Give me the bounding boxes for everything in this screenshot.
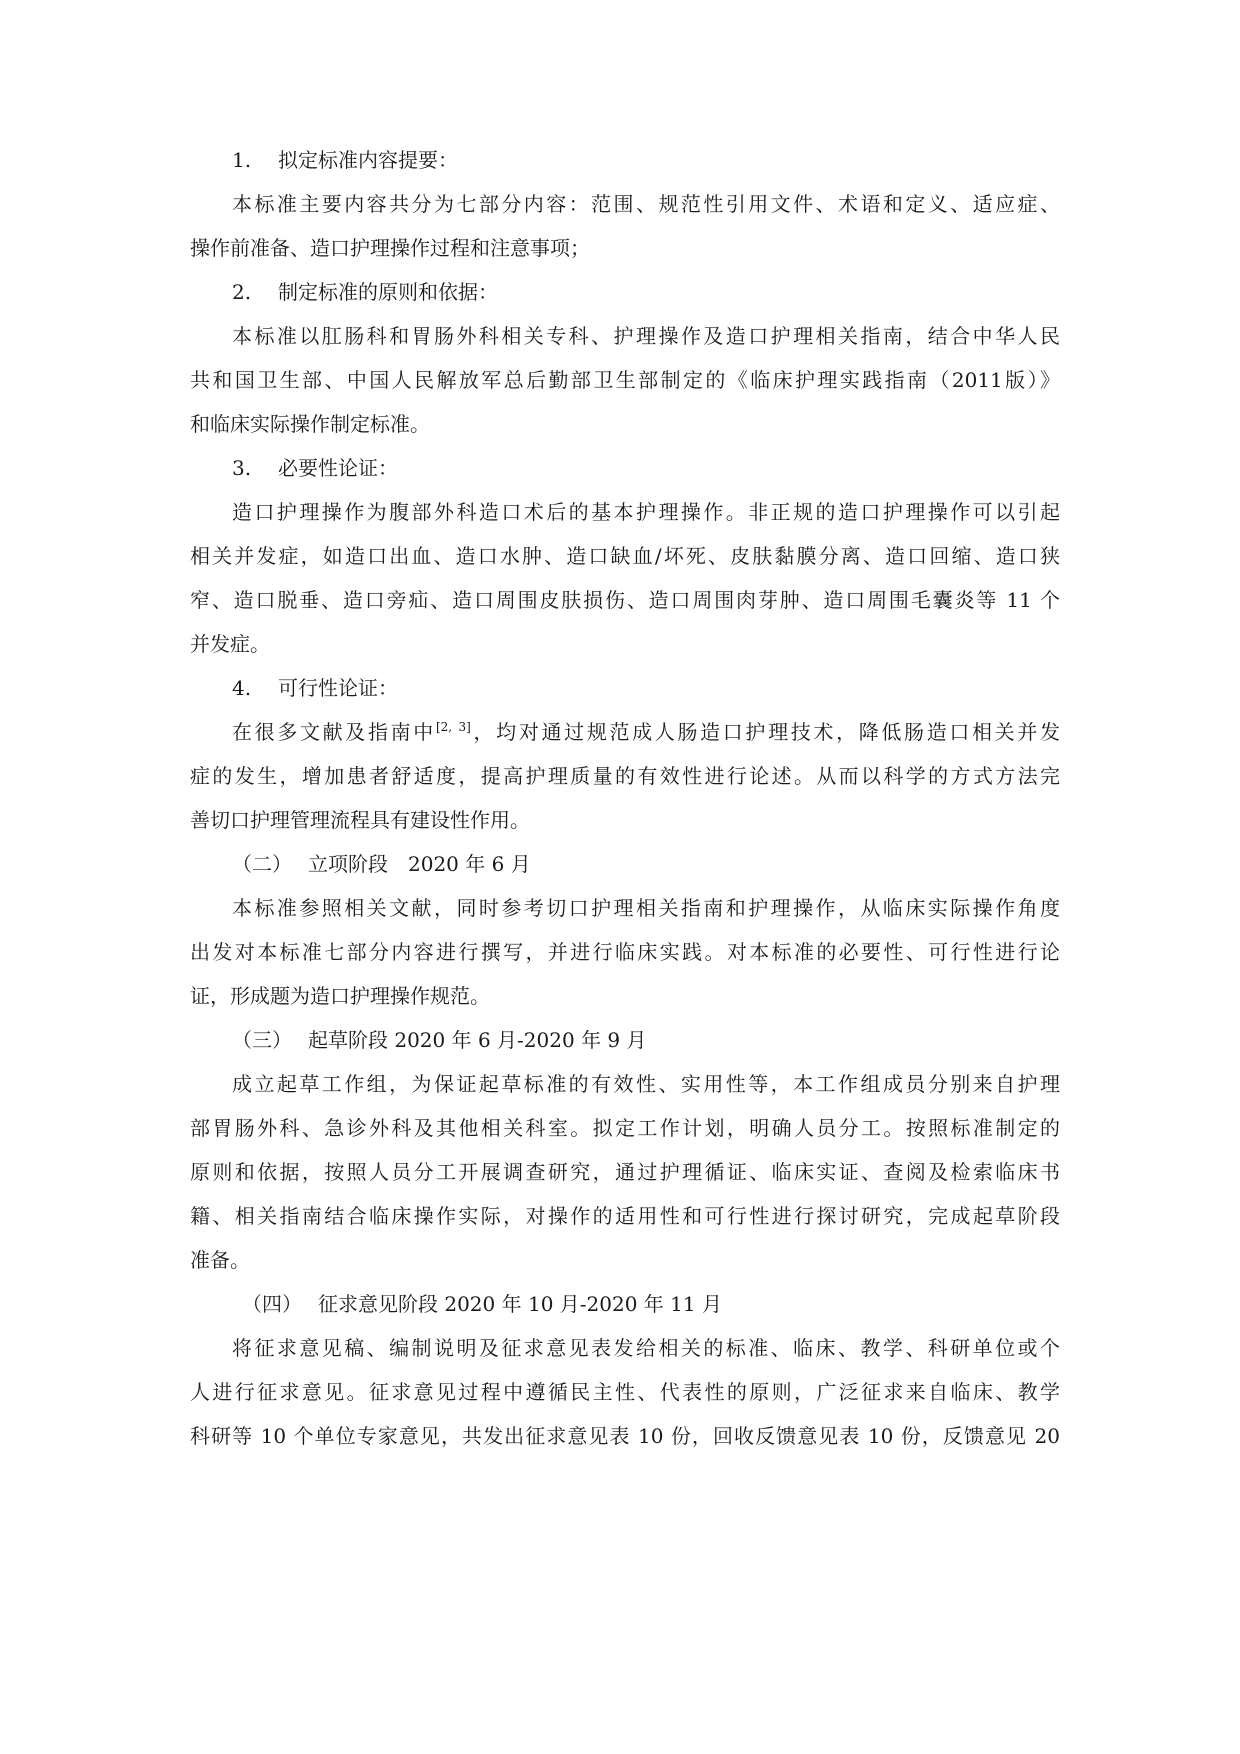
paragraph-line: 本标准以肛肠科和胃肠外科相关专科、护理操作及造口护理相关指南，结合中华人民 xyxy=(232,324,1060,348)
section-3-number: 3. xyxy=(232,456,252,480)
paragraph-line: 本标准参照相关文献，同时参考切口护理相关指南和护理操作，从临床实际操作角度 xyxy=(232,896,1060,920)
stage-2-title: 立项阶段 2020 年 6 月 xyxy=(308,852,531,876)
paragraph-line: 善切口护理管理流程具有建设性作用。 xyxy=(190,808,530,832)
section-2-title: 制定标准的原则和依据： xyxy=(278,280,498,304)
paragraph-line: 科研等 10 个单位专家意见，共发出征求意见表 10 份，回收反馈意见表 10 份，反馈意见 20 xyxy=(190,1424,1060,1448)
citation-reference: [2, 3] xyxy=(435,720,471,734)
paragraph-line: 症的发生，增加患者舒适度，提高护理质量的有效性进行论述。从而以科学的方式方法完 xyxy=(190,764,1060,788)
paragraph-line: 证，形成题为造口护理操作规范。 xyxy=(190,984,490,1008)
section-4-number: 4. xyxy=(232,676,252,700)
stage-4-label: （四） xyxy=(242,1292,302,1316)
paragraph-line: 共和国卫生部、中国人民解放军总后勤部卫生部制定的《临床护理实践指南（2011版）》 xyxy=(190,368,1060,392)
stage-4-heading xyxy=(190,1284,1060,1324)
paragraph-line: 操作前准备、造口护理操作过程和注意事项； xyxy=(190,236,590,260)
paragraph-line-with-citation xyxy=(190,712,1060,752)
paragraph-line: 并发症。 xyxy=(190,632,270,656)
text-segment: ，均对通过规范成人肠造口护理技术，降低肠造口相关并发 xyxy=(470,720,1061,744)
stage-3-label: （三） xyxy=(232,1028,292,1052)
paragraph-line: 和临床实际操作制定标准。 xyxy=(190,412,430,436)
paragraph-line: 成立起草工作组，为保证起草标准的有效性、实用性等，本工作组成员分别来自护理 xyxy=(232,1072,1060,1096)
paragraph-line: 出发对本标准七部分内容进行撰写，并进行临床实践。对本标准的必要性、可行性进行论 xyxy=(190,940,1060,964)
stage-4-title: 征求意见阶段 2020 年 10 月-2020 年 11 月 xyxy=(318,1292,722,1316)
paragraph-line: 将征求意见稿、编制说明及征求意见表发给相关的标准、临床、教学、科研单位或个 xyxy=(232,1336,1060,1360)
text-segment: 在很多文献及指南中 xyxy=(232,720,436,744)
paragraph-line: 造口护理操作为腹部外科造口术后的基本护理操作。非正规的造口护理操作可以引起 xyxy=(232,500,1060,524)
section-3-heading xyxy=(190,448,1060,488)
paragraph-line: 窄、造口脱垂、造口旁疝、造口周围皮肤损伤、造口周围肉芽肿、造口周围毛囊炎等 11 个 xyxy=(190,588,1060,612)
stage-3-heading xyxy=(190,1020,1060,1060)
section-4-heading xyxy=(190,668,1060,708)
paragraph-line: 准备。 xyxy=(190,1248,250,1272)
paragraph-line: 部胃肠外科、急诊外科及其他相关科室。拟定工作计划，明确人员分工。按照标准制定的 xyxy=(190,1116,1060,1140)
section-2-number: 2. xyxy=(232,280,252,304)
stage-2-label: （二） xyxy=(232,852,292,876)
stage-3-title: 起草阶段 2020 年 6 月-2020 年 9 月 xyxy=(308,1028,647,1052)
paragraph-line: 相关并发症，如造口出血、造口水肿、造口缺血/坏死、皮肤黏膜分离、造口回缩、造口狭 xyxy=(190,544,1060,568)
paragraph-line: 籍、相关指南结合临床操作实际，对操作的适用性和可行性进行探讨研究，完成起草阶段 xyxy=(190,1204,1060,1228)
section-3-title: 必要性论证： xyxy=(278,456,398,480)
section-2-heading xyxy=(190,272,1060,312)
stage-2-heading xyxy=(190,844,1060,884)
section-4-title: 可行性论证： xyxy=(278,676,398,700)
paragraph-line: 本标准主要内容共分为七部分内容：范围、规范性引用文件、术语和定义、适应症、 xyxy=(232,192,1060,216)
section-1-title: 拟定标准内容提要： xyxy=(278,148,458,172)
section-1-heading xyxy=(190,140,1060,180)
section-1-number: 1. xyxy=(232,148,252,172)
paragraph-line: 原则和依据，按照人员分工开展调查研究，通过护理循证、临床实证、查阅及检索临床书 xyxy=(190,1160,1060,1184)
paragraph-line: 人进行征求意见。征求意见过程中遵循民主性、代表性的原则，广泛征求来自临床、教学 xyxy=(190,1380,1060,1404)
